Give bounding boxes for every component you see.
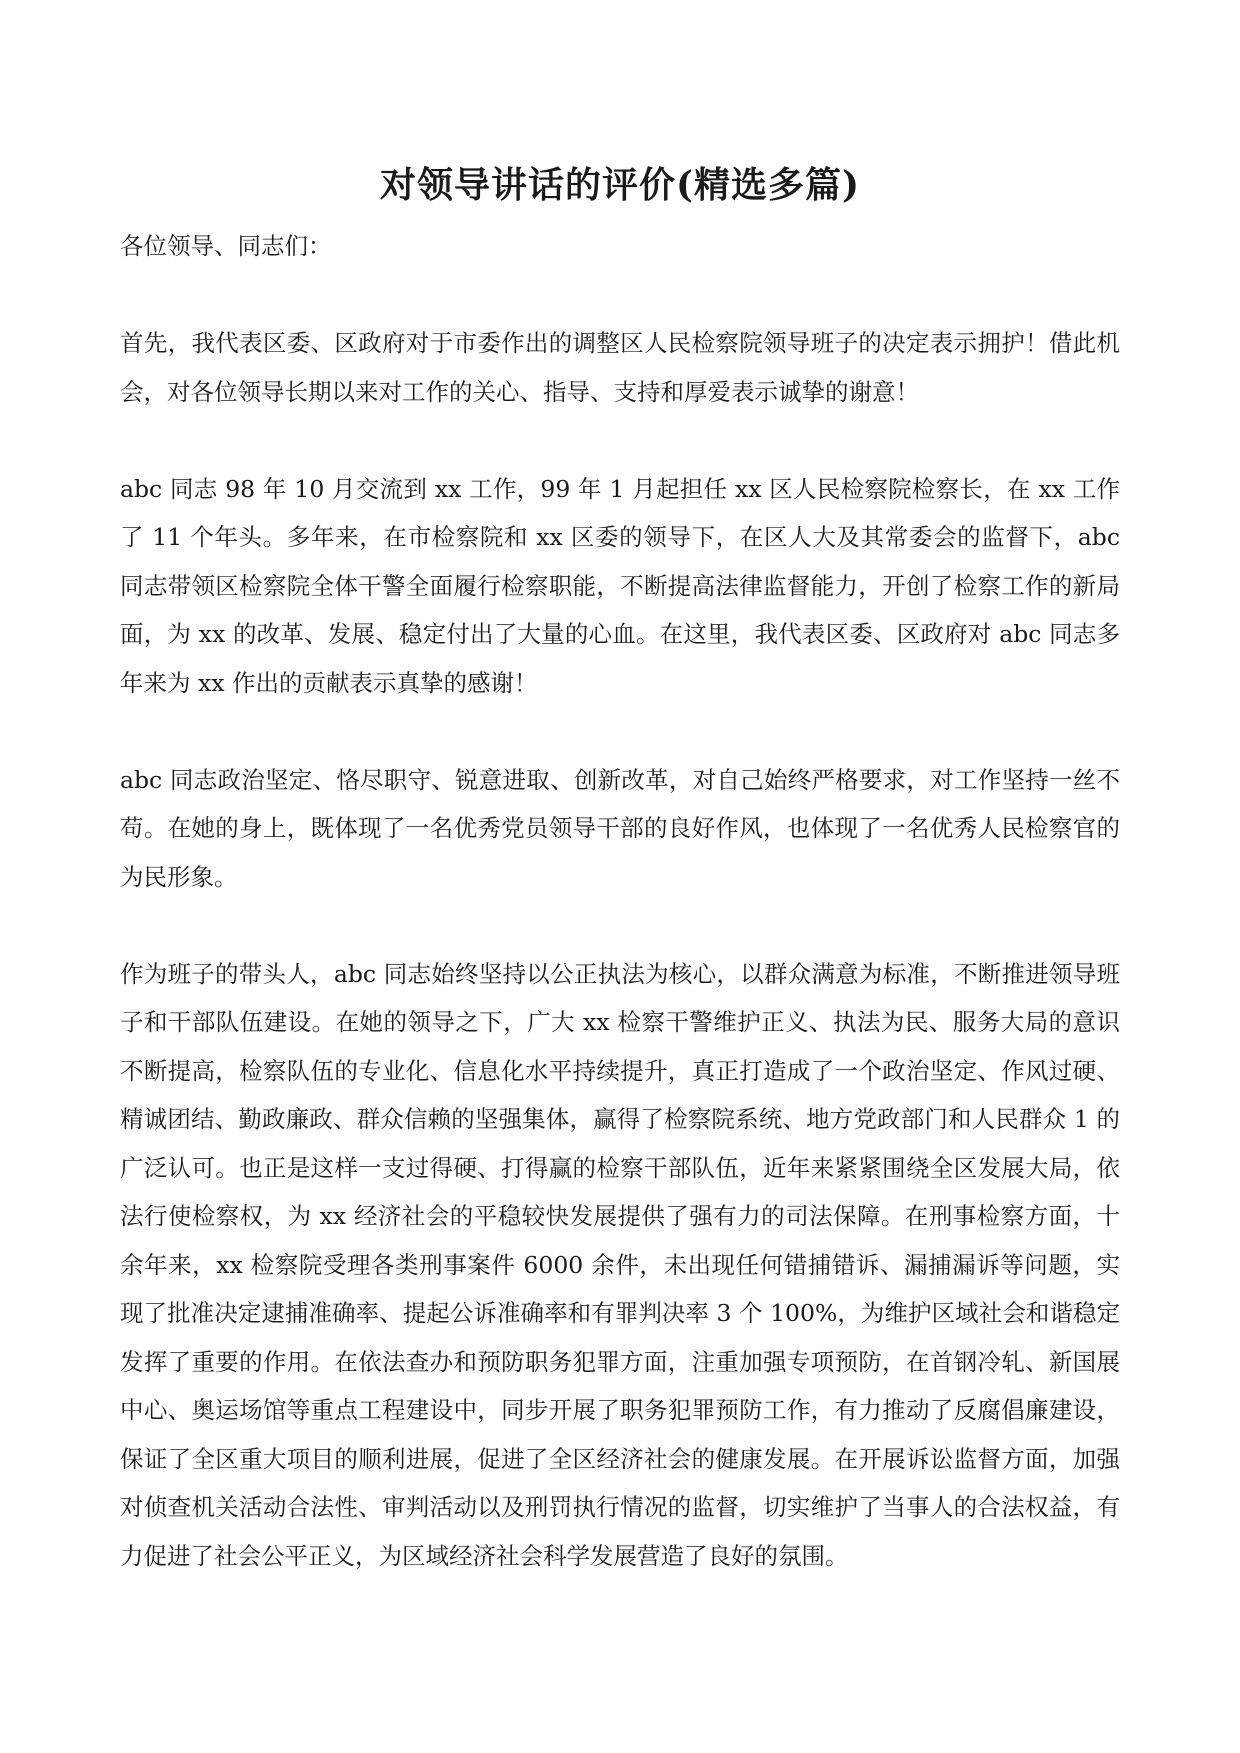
paragraph-spacer: [120, 416, 1120, 465]
document-body: [120, 222, 1120, 1580]
document-title: 对领导讲话的评价(精选多篇): [379, 164, 861, 206]
paragraph-3: abc 同志政治坚定、恪尽职守、锐意进取、创新改革，对自己始终严格要求，对工作坚持一丝不苟。在她的身上，既体现了一名优秀党员领导干部的良好作风，也体现了一名优秀人民检察官的为民形象。: [120, 765, 1120, 891]
salutation: 各位领导、同志们：: [120, 232, 332, 260]
paragraph-spacer: [120, 707, 1120, 756]
paragraph-spacer: [120, 271, 1120, 320]
paragraph-1: 首先，我代表区委、区政府对于市委作出的调整区人民检察院领导班子的决定表示拥护！借此机会，对各位领导长期以来对工作的关心、指导、支持和厚爱表示诚挚的谢意！: [120, 329, 1120, 406]
paragraph-spacer: [120, 901, 1120, 950]
paragraph-2: abc 同志 98 年 10 月交流到 xx 工作，99 年 1 月起担任 xx 区人民检察院检察长，在 xx 工作了 11 个年头。多年来，在市检察院和 xx 区委的领导下，在区人大及其常委会的监督下，abc 同志带领区检察院全体干警全面履行检察职能，不断提高法律监督能力，开创了检察工作的新局面，为 xx 的改革、发展、稳定付出了大量的心血。在这里，我代表区委、区政府对 abc 同志多年来为 xx 作出的贡献表示真挚的感谢！: [120, 474, 1120, 697]
paragraph-4: 作为班子的带头人，abc 同志始终坚持以公正执法为核心，以群众满意为标准，不断推进领导班子和干部队伍建设。在她的领导之下，广大 xx 检察干警维护正义、执法为民、服务大局的意识不断提高，检察队伍的专业化、信息化水平持续提升，真正打造成了一个政治坚定、作风过硬、精诚团结、勤政廉政、群众信赖的坚强集体，赢得了检察院系统、地方党政部门和人民群众 1 的广泛认可。也正是这样一支过得硬、打得赢的检察干部队伍，近年来紧紧围绕全区发展大局，依法行使检察权，为 xx 经济社会的平稳较快发展提供了强有力的司法保障。在刑事检察方面，十余年来，xx 检察院受理各类刑事案件 6000 余件，未出现任何错捕错诉、漏捕漏诉等问题，实现了批准决定逮捕准确率、提起公诉准确率和有罪判决率 3 个 100%，为维护区域社会和谐稳定发挥了重要的作用。在依法查办和预防职务犯罪方面，注重加强专项预防，在首钢冷轧、新国展中心、奥运场馆等重点工程建设中，同步开展了职务犯罪预防工作，有力推动了反腐倡廉建设，保证了全区重大项目的顺利进展，促进了全区经济社会的健康发展。在开展诉讼监督方面，加强对侦查机关活动合法性、审判活动以及刑罚执行情况的监督，切实维护了当事人的合法权益，有力促进了社会公平正义，为区域经济社会科学发展营造了良好的氛围。: [120, 959, 1120, 1570]
